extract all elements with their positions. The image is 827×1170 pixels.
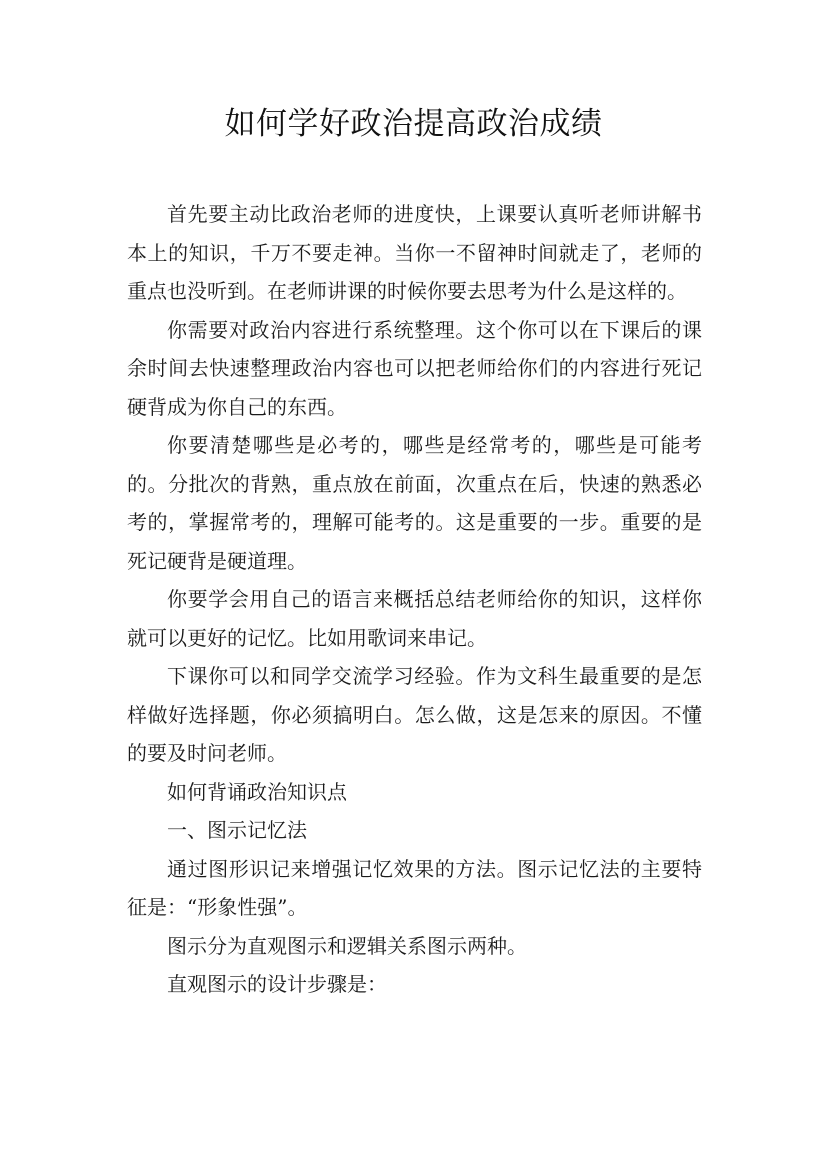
paragraph-5: 下课你可以和同学交流学习经验。作为文科生最重要的是怎样做好选择题，你必须搞明白。怎么做，这是怎来的原因。不懂的要及时问老师。 (127, 664, 702, 765)
paragraph-10: 直观图示的设计步骤是： (167, 972, 387, 996)
paragraph-9: 图示分为直观图示和逻辑关系图示两种。 (167, 933, 527, 958)
paragraph-1: 首先要主动比政治老师的进度快，上课要认真听老师讲解书本上的知识，千万不要走神。当你一不留神时间就走了，老师的重点也没听到。在老师讲课的时候你要去思考为什么是这样的。 (127, 202, 702, 303)
document-title: 如何学好政治提高政治成绩 (224, 106, 603, 142)
paragraph-3: 你要清楚哪些是必考的，哪些是经常考的，哪些是可能考的。分批次的背熟，重点放在前面，次重点在后，快速的熟悉必考的，掌握常考的，理解可能考的。这是重要的一步。重要的是死记硬背是硬道理。 (127, 433, 702, 573)
paragraph-2: 你需要对政治内容进行系统整理。这个你可以在下课后的课余时间去快速整理政治内容也可以把老师给你们的内容进行死记硬背成为你自己的东西。 (127, 317, 702, 419)
paragraph-8: 通过图形识记来增强记忆效果的方法。图示记忆法的主要特征是：“形象性强”。 (127, 856, 702, 919)
subheading-diagram-method: 一、图示记忆法 (167, 818, 307, 842)
paragraph-4: 你要学会用自己的语言来概括总结老师给你的知识，这样你就可以更好的记忆。比如用歌词来串记。 (127, 587, 702, 650)
section-heading-memorize: 如何背诵政治知识点 (167, 779, 347, 804)
document-body (127, 195, 702, 1004)
